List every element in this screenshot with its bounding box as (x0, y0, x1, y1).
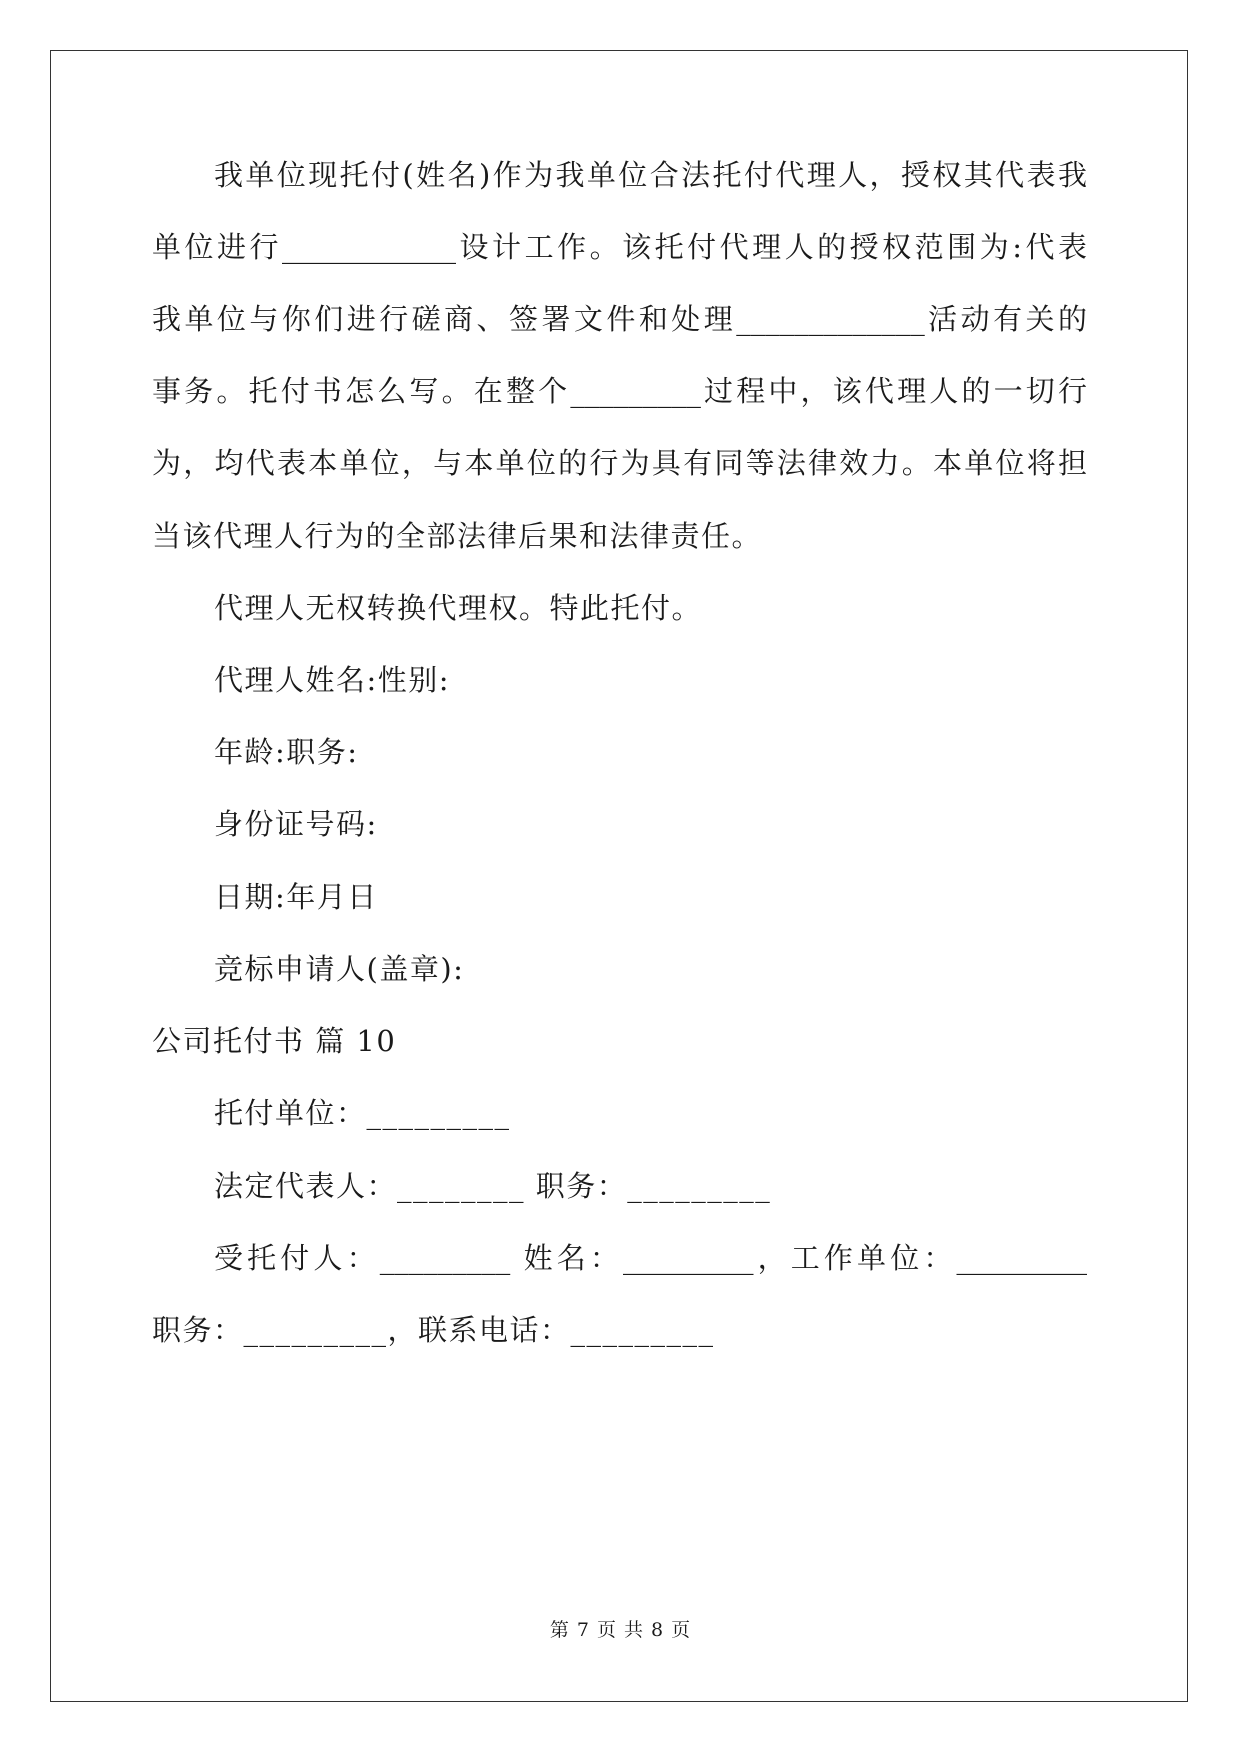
agent-name-gender-field: 代理人姓名:性别: (214, 663, 451, 697)
id-number-field: 身份证号码: (214, 807, 378, 841)
statement-line: 代理人无权转换代理权。特此托付。 (214, 591, 703, 625)
legal-rep-field: 法定代表人：________ 职务：_________ (214, 1169, 772, 1203)
paragraph-line-3: 我单位与你们进行磋商、签署文件和处理_____________活动有关的 (152, 302, 1087, 336)
paragraph-line-5: 为，均代表本单位，与本单位的行为具有同等法律效力。本单位将担 (152, 446, 1087, 480)
date-field: 日期:年月日 (214, 880, 378, 914)
trustee-contact-field: 职务：_________，联系电话：_________ (152, 1313, 715, 1347)
paragraph-line-2: 单位进行____________设计工作。该托付代理人的授权范围为:代表 (152, 230, 1087, 264)
trustee-field: 受托付人：_________ 姓名：_________，工作单位：_________ (214, 1241, 1087, 1275)
page-number-footer: 第 7 页 共 8 页 (549, 1619, 692, 1641)
section-heading: 公司托付书 篇 10 (152, 1024, 397, 1058)
entrusting-unit-field: 托付单位：_________ (214, 1096, 511, 1130)
paragraph-line-1: 我单位现托付(姓名)作为我单位合法托付代理人，授权其代表我 (214, 158, 1087, 192)
paragraph-line-4: 事务。托付书怎么写。在整个_________过程中，该代理人的一切行 (152, 374, 1087, 408)
applicant-seal-field: 竞标申请人(盖章): (214, 952, 465, 986)
page-frame (50, 50, 1188, 1702)
age-position-field: 年龄:职务: (214, 735, 359, 769)
paragraph-line-6: 当该代理人行为的全部法律后果和法律责任。 (152, 519, 763, 553)
